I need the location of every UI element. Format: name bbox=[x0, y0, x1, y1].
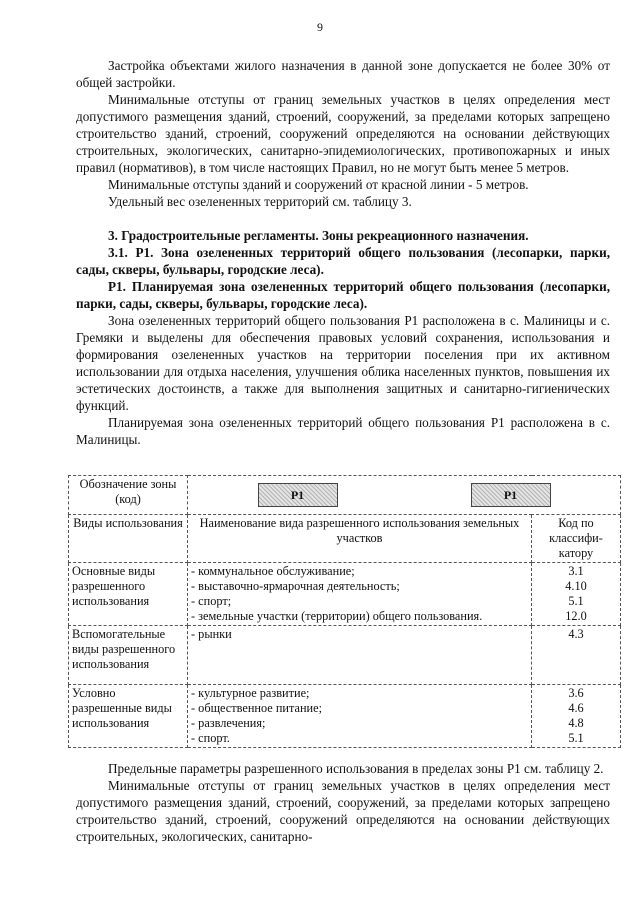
column-header: Код по классифи-катору bbox=[532, 515, 621, 563]
section-heading: 3. Градостроительные регламенты. Зоны рекреационного назначения. bbox=[108, 228, 529, 243]
table-row bbox=[69, 563, 621, 626]
use-items bbox=[188, 626, 532, 685]
list-item: - общественное питание; bbox=[191, 701, 323, 715]
code: 4.8 bbox=[568, 716, 584, 730]
list-item: - земельные участки (территории) общего пользования. bbox=[191, 609, 483, 623]
list-item: - спорт. bbox=[191, 731, 230, 745]
paragraph: Минимальные отступы от границ земельных участков в целях определения мест допустимого размещения зданий, строений, сооружений, за пределами которых запрещено строительство зданий, строений, сооружений определяются на основании действующих строительных, экологических, санитарно- bbox=[76, 778, 610, 844]
zone-table bbox=[68, 475, 621, 748]
list-item: - культурное развитие; bbox=[191, 686, 310, 700]
paragraph: Планируемая зона озелененных территорий общего пользования Р1 расположена в с. Малиницы. bbox=[76, 415, 610, 447]
list-item: - спорт; bbox=[191, 594, 232, 608]
paragraph: Минимальные отступы от границ земельных участков в целях определения мест допустимого размещения зданий, строений, сооружений, за пределами которых запрещено строительство зданий, строений, сооружений определяются на основании действующих строительных, экологических, санитарно-эпидемиологических, противопожарных и иных правил (нормативов), в том числе настоящих Правил, но не могут быть менее 5 метров. bbox=[76, 92, 610, 175]
code: 3.6 bbox=[568, 686, 584, 700]
zone-badge: Р1 bbox=[471, 483, 551, 507]
zone-badges-cell bbox=[188, 476, 621, 515]
top-text-block bbox=[76, 57, 610, 448]
use-items bbox=[188, 563, 532, 626]
code: 4.10 bbox=[565, 579, 587, 593]
use-type-name: Основные виды разрешенного использования bbox=[69, 563, 188, 626]
column-header: Наименование вида разрешенного использования земельных участков bbox=[188, 515, 532, 563]
table-row bbox=[69, 626, 621, 685]
use-type-name: Вспомогательные виды разрешенного использования bbox=[69, 626, 188, 685]
paragraph: Предельные параметры разрешенного использования в пределах зоны Р1 см. таблицу 2. bbox=[108, 761, 604, 776]
column-header: Виды использования bbox=[69, 515, 188, 563]
use-codes bbox=[532, 563, 621, 626]
code: 5.1 bbox=[568, 731, 584, 745]
use-codes bbox=[532, 685, 621, 748]
code: 4.6 bbox=[568, 701, 584, 715]
use-type-name: Условно разрешенные виды использования bbox=[69, 685, 188, 748]
subsection-heading: 3.1. Р1. Зона озелененных территорий общего пользования (лесопарки, парки, сады, скверы, бульвары, городские леса). bbox=[76, 245, 610, 277]
list-item: - развлечения; bbox=[191, 716, 266, 730]
paragraph: Минимальные отступы зданий и сооружений от красной линии - 5 метров. bbox=[108, 177, 529, 192]
page-number: 9 bbox=[317, 20, 323, 34]
list-item: - коммунальное обслуживание; bbox=[191, 564, 355, 578]
use-codes bbox=[532, 626, 621, 685]
bottom-text-block bbox=[76, 760, 610, 845]
table-header-row bbox=[69, 515, 621, 563]
zone-code-label: Обозначение зоны (код) bbox=[69, 476, 188, 515]
table-row bbox=[69, 476, 621, 515]
use-items bbox=[188, 685, 532, 748]
list-item: - рынки bbox=[191, 627, 232, 641]
paragraph: Удельный вес озелененных территорий см. таблицу 3. bbox=[108, 194, 412, 209]
code: 3.1 bbox=[568, 564, 584, 578]
list-item: - выставочно-ярмарочная деятельность; bbox=[191, 579, 400, 593]
paragraph: Зона озелененных территорий общего пользования Р1 расположена в с. Малиницы и с. Гремяки и выделены для обеспечения правовых условий сохранения, использования и формирования озелененных участков на территории поселения при их активном использовании для отдыха населения, улучшения облика населенных пунктов, повышения их эстетических достоинств, а также для выполнения защитных и санитарно-гигиенических функций. bbox=[76, 313, 610, 413]
zone-heading: Р1. Планируемая зона озелененных территорий общего пользования (лесопарки, парки, сады, скверы, бульвары, городские леса). bbox=[76, 279, 610, 311]
paragraph: Застройка объектами жилого назначения в данной зоне допускается не более 30% от общей застройки. bbox=[76, 58, 610, 90]
zone-badge: Р1 bbox=[258, 483, 338, 507]
table-row bbox=[69, 685, 621, 748]
code: 4.3 bbox=[568, 627, 584, 641]
code: 5.1 bbox=[568, 594, 584, 608]
code: 12.0 bbox=[565, 609, 587, 623]
